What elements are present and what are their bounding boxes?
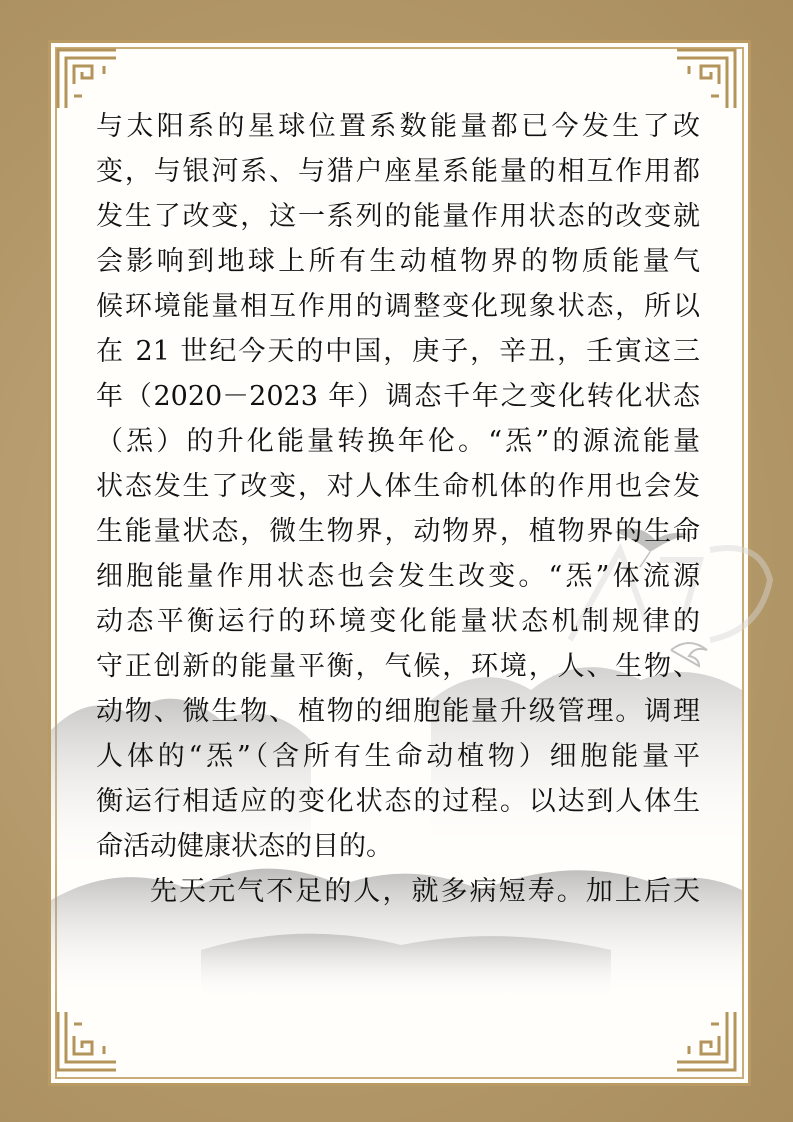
text-line: 衡运行相适应的变化状态的过程。以达到人体生	[96, 786, 700, 817]
corner-ornament-bottom-right	[671, 1006, 741, 1076]
corner-ornament-bottom-left	[52, 1006, 122, 1076]
text-line: （炁）的升化能量转换年伦。“炁”的源流能量	[96, 426, 700, 457]
text-line: 变，与银河系、与猎户座星系能量的相互作用都	[96, 156, 700, 187]
text-line: 年（2020－2023 年）调态千年之变化转化状态	[96, 381, 700, 412]
text-line: 细胞能量作用状态也会发生改变。“炁”体流源	[96, 561, 700, 592]
text-line: 发生了改变，这一系列的能量作用状态的改变就	[96, 201, 700, 232]
text-line: 守正创新的能量平衡，气候，环境，人、生物、	[96, 651, 700, 682]
text-line: 人体的“炁”（含所有生命动植物）细胞能量平	[96, 741, 700, 772]
paragraph-2	[96, 869, 700, 914]
text-line: 动物、微生物、植物的细胞能量升级管理。调理	[96, 696, 700, 727]
text-line: 生能量状态，微生物界，动物界，植物界的生命	[96, 516, 700, 547]
text-line: 会影响到地球上所有生动植物界的物质能量气	[96, 246, 700, 277]
body-text	[96, 104, 700, 914]
text-line: 状态发生了改变，对人体生命机体的作用也会发	[96, 471, 700, 502]
paragraph-1	[96, 104, 700, 869]
text-line: 候环境能量相互作用的调整变化现象状态，所以	[96, 291, 700, 322]
text-line: 在 21 世纪今天的中国，庚子，辛丑，壬寅这三	[96, 336, 700, 367]
text-line: 先天元气不足的人，就多病短寿。加上后天	[150, 876, 700, 907]
text-line: 与太阳系的星球位置系数能量都已今发生了改	[96, 111, 700, 142]
text-line: 命活动健康状态的目的。	[96, 831, 393, 862]
text-line: 动态平衡运行的环境变化能量状态机制规律的	[96, 606, 700, 637]
